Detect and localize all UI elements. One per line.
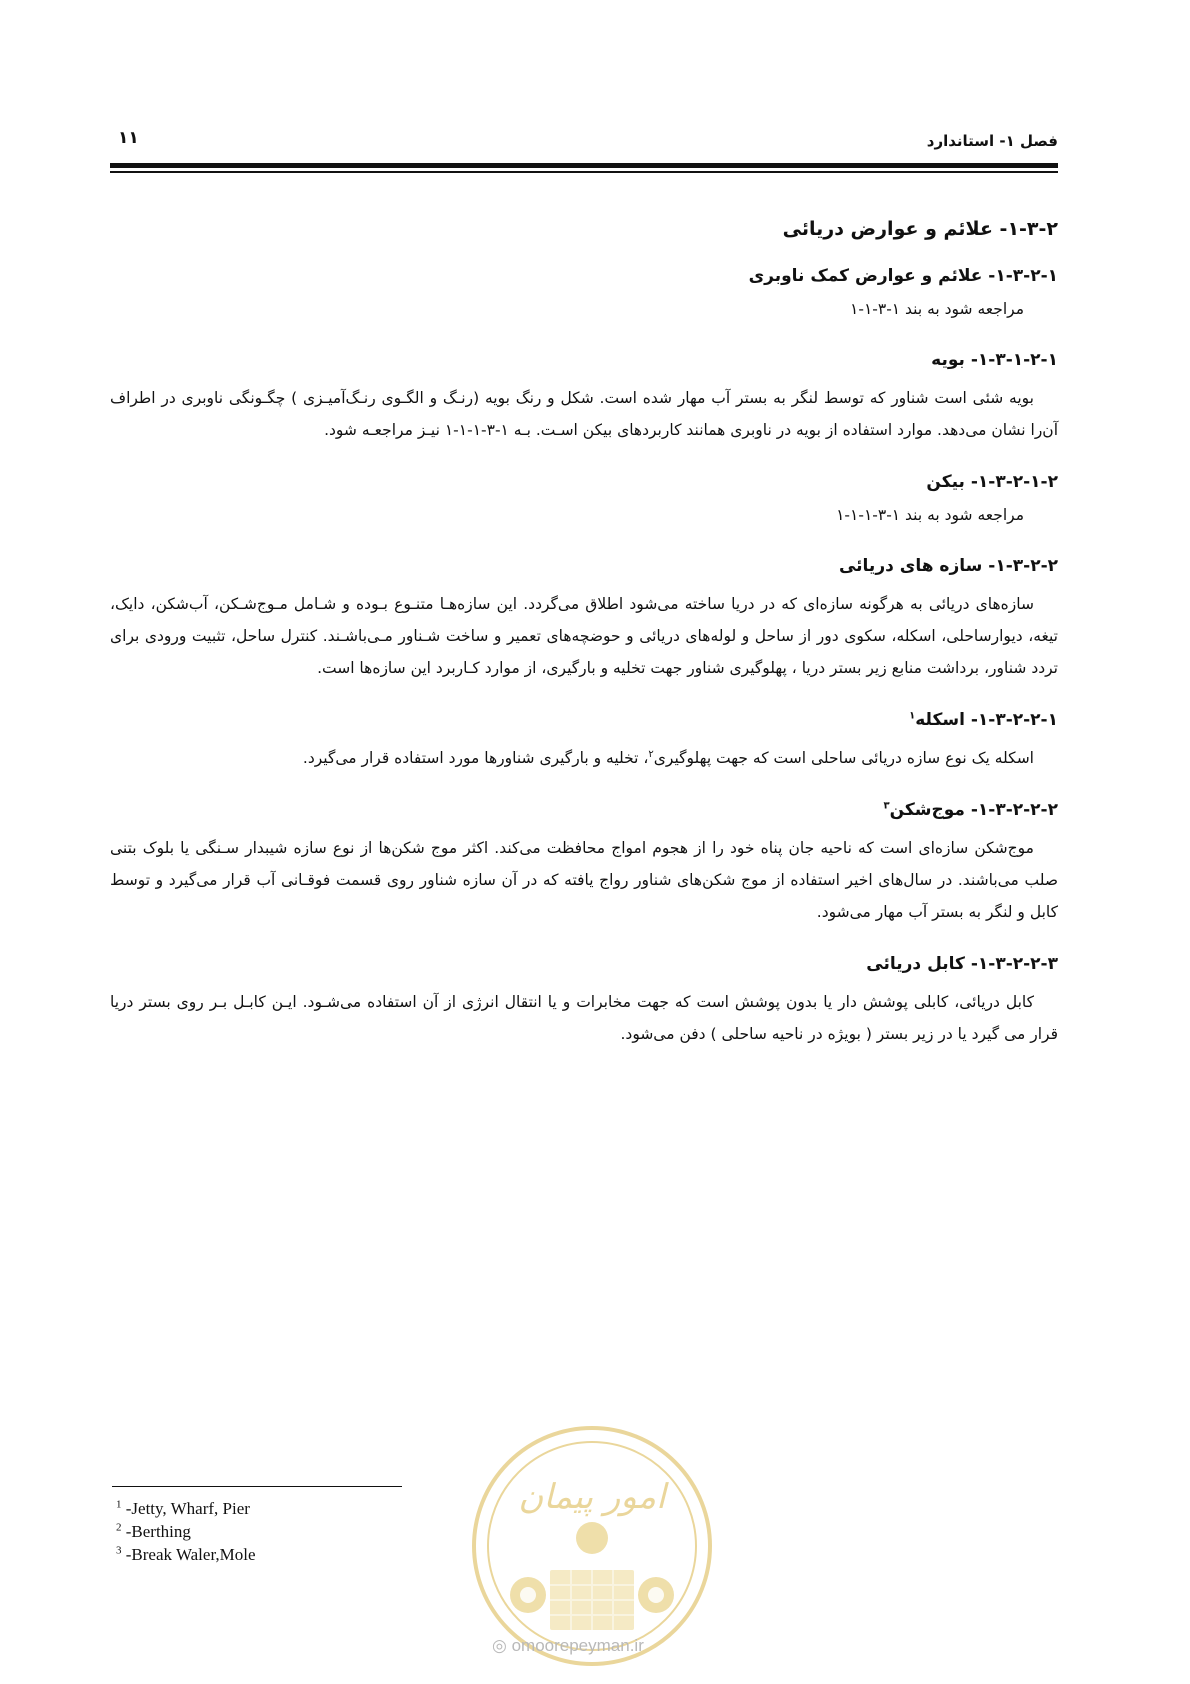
body-paragraph: بویه شئی است شناور که توسط لنگر به بستر آب مهار شده است. شکل و رنگ بویه (رنـگ و الگـوی رنـگ‌آمیـزی ) چگـونگی ناوبری در اطراف آن‌را نشان می‌دهد. موارد استفاده از بویه در ناوبری همانند کاربردهای بیکن اسـت. بـه ۱-۳-۱-۱-۱ نیـز مراجعـه شود. bbox=[110, 389, 1058, 439]
watermark-seal bbox=[466, 1420, 718, 1672]
footnote-text: -Break Waler,Mole bbox=[125, 1545, 256, 1564]
body-paragraph bbox=[110, 742, 1034, 774]
footnote-text: -Berthing bbox=[125, 1522, 191, 1541]
heading-text: ۱-۳-۲-۲-۱- اسکله bbox=[915, 710, 1058, 730]
header-rule-thin bbox=[110, 171, 1058, 173]
footnote-marker: ۳ bbox=[883, 800, 890, 812]
paragraph-text: اسکله یک نوع سازه دریائی ساحلی است که جهت پهلوگیری bbox=[653, 749, 1034, 767]
footnote-number: 2 bbox=[116, 1521, 122, 1534]
footnote-text: -Jetty, Wharf, Pier bbox=[125, 1499, 250, 1518]
footnote-number: 1 bbox=[116, 1498, 122, 1511]
reference-text: مراجعه شود به بند ۱-۳-۱-۱ bbox=[850, 300, 1024, 318]
subsection-heading: ۱-۳-۱-۲-۱- بویه bbox=[931, 350, 1058, 370]
watermark-url-text: omoorepeyman.ir bbox=[511, 1636, 644, 1655]
subsection-heading bbox=[110, 706, 1058, 734]
heading-text: ۱-۳-۲-۲-۲- موج‌شکن bbox=[889, 800, 1058, 820]
subsection-heading: ۱-۳-۲-۲-۳- کابل دریائی bbox=[866, 954, 1058, 974]
footnote-number: 3 bbox=[116, 1544, 122, 1557]
subsection-heading: ۱-۳-۲-۱-۲- بیکن bbox=[926, 472, 1058, 492]
footnote-marker: ۲ bbox=[648, 748, 654, 760]
subsection-heading bbox=[110, 796, 1058, 824]
body-paragraph: سازه‌های دریائی به هرگونه سازه‌ای که در دریا ساخته می‌شود اطلاق می‌گردد. این سازه‌هـا متنـوع بـوده و شـامل مـوج‌شـکن، آب‌شکن، دایک، تیغه، دیوارساحلی، اسکله، سکوی دور از ساحل و لوله‌های دریائی و حوضچه‌های تعمیر و ساخت شـناور مـی‌باشـند. کنترل ساحل، تثبیت ورودی برای تردد شناور، برداشت منابع زیر بستر دریا ، پهلوگیری شناور جهت تخلیه و بارگیری، از موارد کـاربرد این سازه‌ها است. bbox=[110, 595, 1058, 677]
footnote-rule bbox=[112, 1486, 402, 1487]
paragraph-text: ، تخلیه و بارگیری شناورها مورد استفاده قرار می‌گیرد. bbox=[302, 749, 649, 767]
subsection-heading: ۱-۳-۲-۱- علائم و عوارض کمک ناوبری bbox=[748, 266, 1058, 286]
body-paragraph: موج‌شکن سازه‌ای است که ناحیه جان پناه خود را از هجوم امواج محافظت می‌کند. اکثر موج شکن‌ها از نوع سازه شیبدار سـنگی یا بلوک بتنی صلب می‌باشند. در سال‌های اخیر استفاده از موج شکن‌های شناور رواج یافته که در آن سازه شناور روی قسمت فوقـانی آب قرار می‌گیرد و توسط کابل و لنگر به بستر آب مهار می‌شود. bbox=[110, 839, 1058, 921]
header-rule-thick bbox=[110, 163, 1058, 168]
svg-text:امور پیمان: امور پیمان bbox=[518, 1477, 666, 1517]
page-header bbox=[110, 124, 1058, 164]
page-content bbox=[110, 214, 1058, 1050]
watermark-url bbox=[492, 1636, 644, 1656]
reference-text: مراجعه شود به بند ۱-۳-۱-۱-۱ bbox=[836, 506, 1024, 524]
page-number: ۱۱ bbox=[118, 128, 139, 148]
footnote-item bbox=[116, 1520, 256, 1543]
chapter-title: فصل ۱- استاندارد bbox=[926, 132, 1058, 150]
footnote-marker: ۱ bbox=[909, 710, 916, 722]
footnote-item bbox=[116, 1497, 256, 1520]
body-paragraph: کابل دریائی، کابلی پوشش دار یا بدون پوشش است که جهت مخابرات و یا انتقال انرژی از آن استفاده می‌شـود. ایـن کابـل بـر روی بستر دریا قرار می گیرد یا در زیر بستر ( بویژه در ناحیه ساحلی ) دفن می‌شود. bbox=[110, 993, 1058, 1043]
at-icon: ◎ bbox=[492, 1636, 507, 1655]
footnotes bbox=[116, 1497, 256, 1566]
section-heading: ۱-۳-۲- علائم و عوارض دریائی bbox=[782, 218, 1058, 240]
subsection-heading: ۱-۳-۲-۲- سازه های دریائی bbox=[838, 556, 1058, 576]
footnote-item bbox=[116, 1543, 256, 1566]
